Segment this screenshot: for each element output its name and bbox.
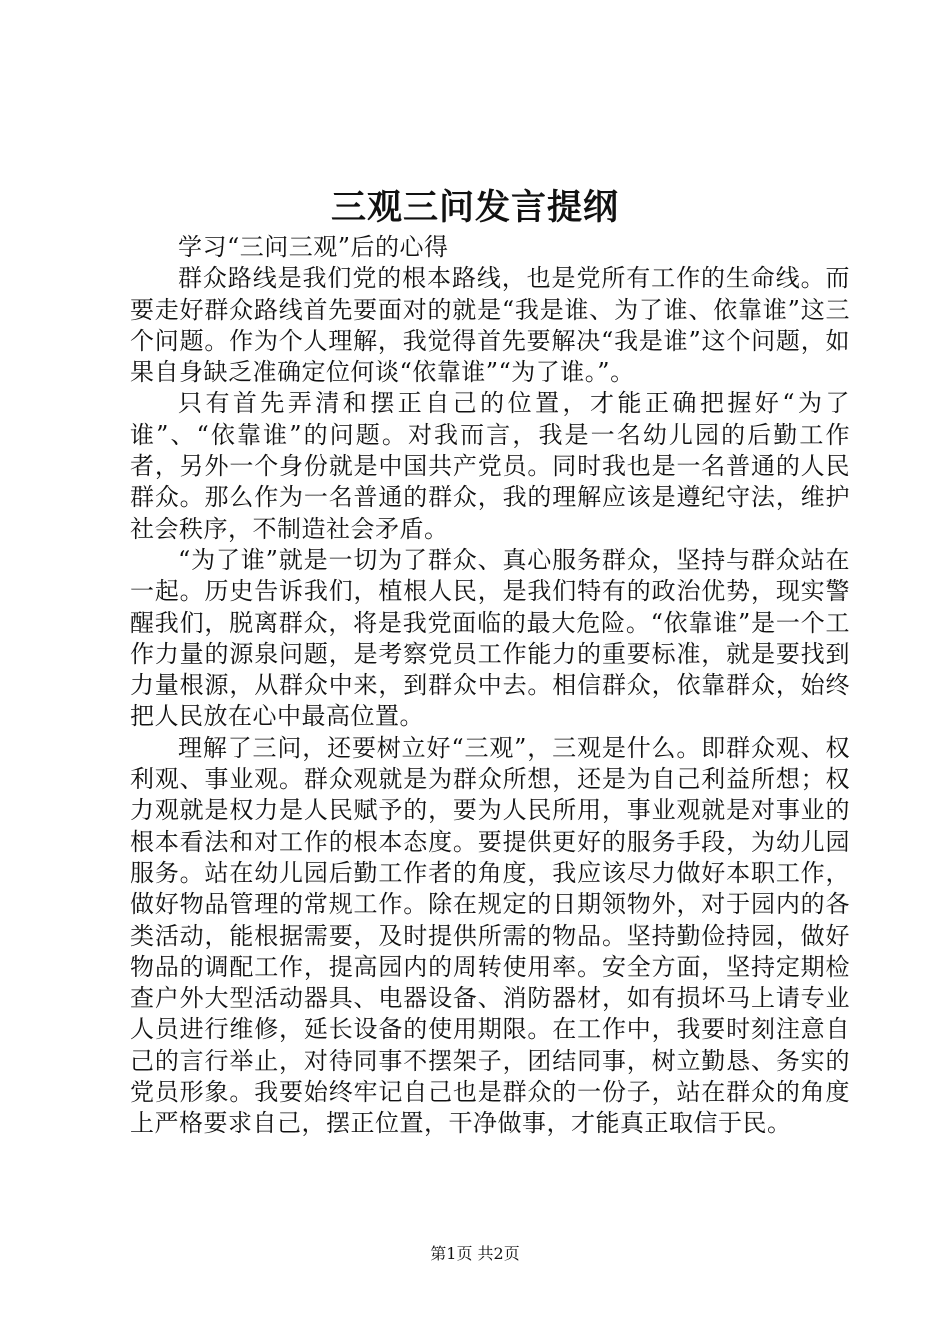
paragraph-1: 群众路线是我们党的根本路线，也是党所有工作的生命线。而要走好群众路线首先要面对的就是“我是谁、为了谁、依靠谁”这三个问题。作为个人理解，我觉得首先要解决“我是谁”这个问题，如果自身缺乏准确定位何谈“依靠谁”“为了谁。”。 (130, 264, 850, 387)
document-body (130, 232, 850, 1140)
paragraph-subtitle: 学习“三问三观”后的心得 (178, 233, 449, 261)
paragraph-2: 只有首先弄清和摆正自己的位置，才能正确把握好“为了谁”、“依靠谁”的问题。对我而言，我是一名幼儿园的后勤工作者，另外一个身份就是中国共产党员。同时我也是一名普通的人民群众。那么作为一名普通的群众，我的理解应该是遵纪守法，维护社会秩序，不制造社会矛盾。 (130, 389, 850, 543)
document-title: 三观三问发言提纲 (330, 187, 619, 228)
page-number-footer: 第1页 共2页 (430, 1244, 520, 1263)
paragraph-3: “为了谁”就是一切为了群众、真心服务群众，坚持与群众站在一起。历史告诉我们，植根人民，是我们特有的政治优势，现实警醒我们，脱离群众，将是我党面临的最大危险。“依靠谁”是一个工作力量的源泉问题，是考察党员工作能力的重要标准，就是要找到力量根源，从群众中来，到群众中去。相信群众，依靠群众，始终把人民放在心中最高位置。 (130, 545, 850, 731)
paragraph-4: 理解了三问，还要树立好“三观”，三观是什么。即群众观、权利观、事业观。群众观就是为群众所想，还是为自己利益所想；权力观就是权力是人民赋予的，要为人民所用，事业观就是对事业的根本看法和对工作的根本态度。要提供更好的服务手段，为幼儿园服务。站在幼儿园后勤工作者的角度，我应该尽力做好本职工作，做好物品管理的常规工作。除在规定的日期领物外，对于园内的各类活动，能根据需要，及时提供所需的物品。坚持勤俭持园，做好物品的调配工作，提高园内的周转使用率。安全方面，坚持定期检查户外大型活动器具、电器设备、消防器材，如有损坏马上请专业人员进行维修，延长设备的使用期限。在工作中，我要时刻注意自己的言行举止，对待同事不摆架子，团结同事，树立勤恳、务实的党员形象。我要始终牢记自己也是群众的一份子，站在群众的角度上严格要求自己，摆正位置，干净做事，才能真正取信于民。 (130, 733, 850, 1138)
